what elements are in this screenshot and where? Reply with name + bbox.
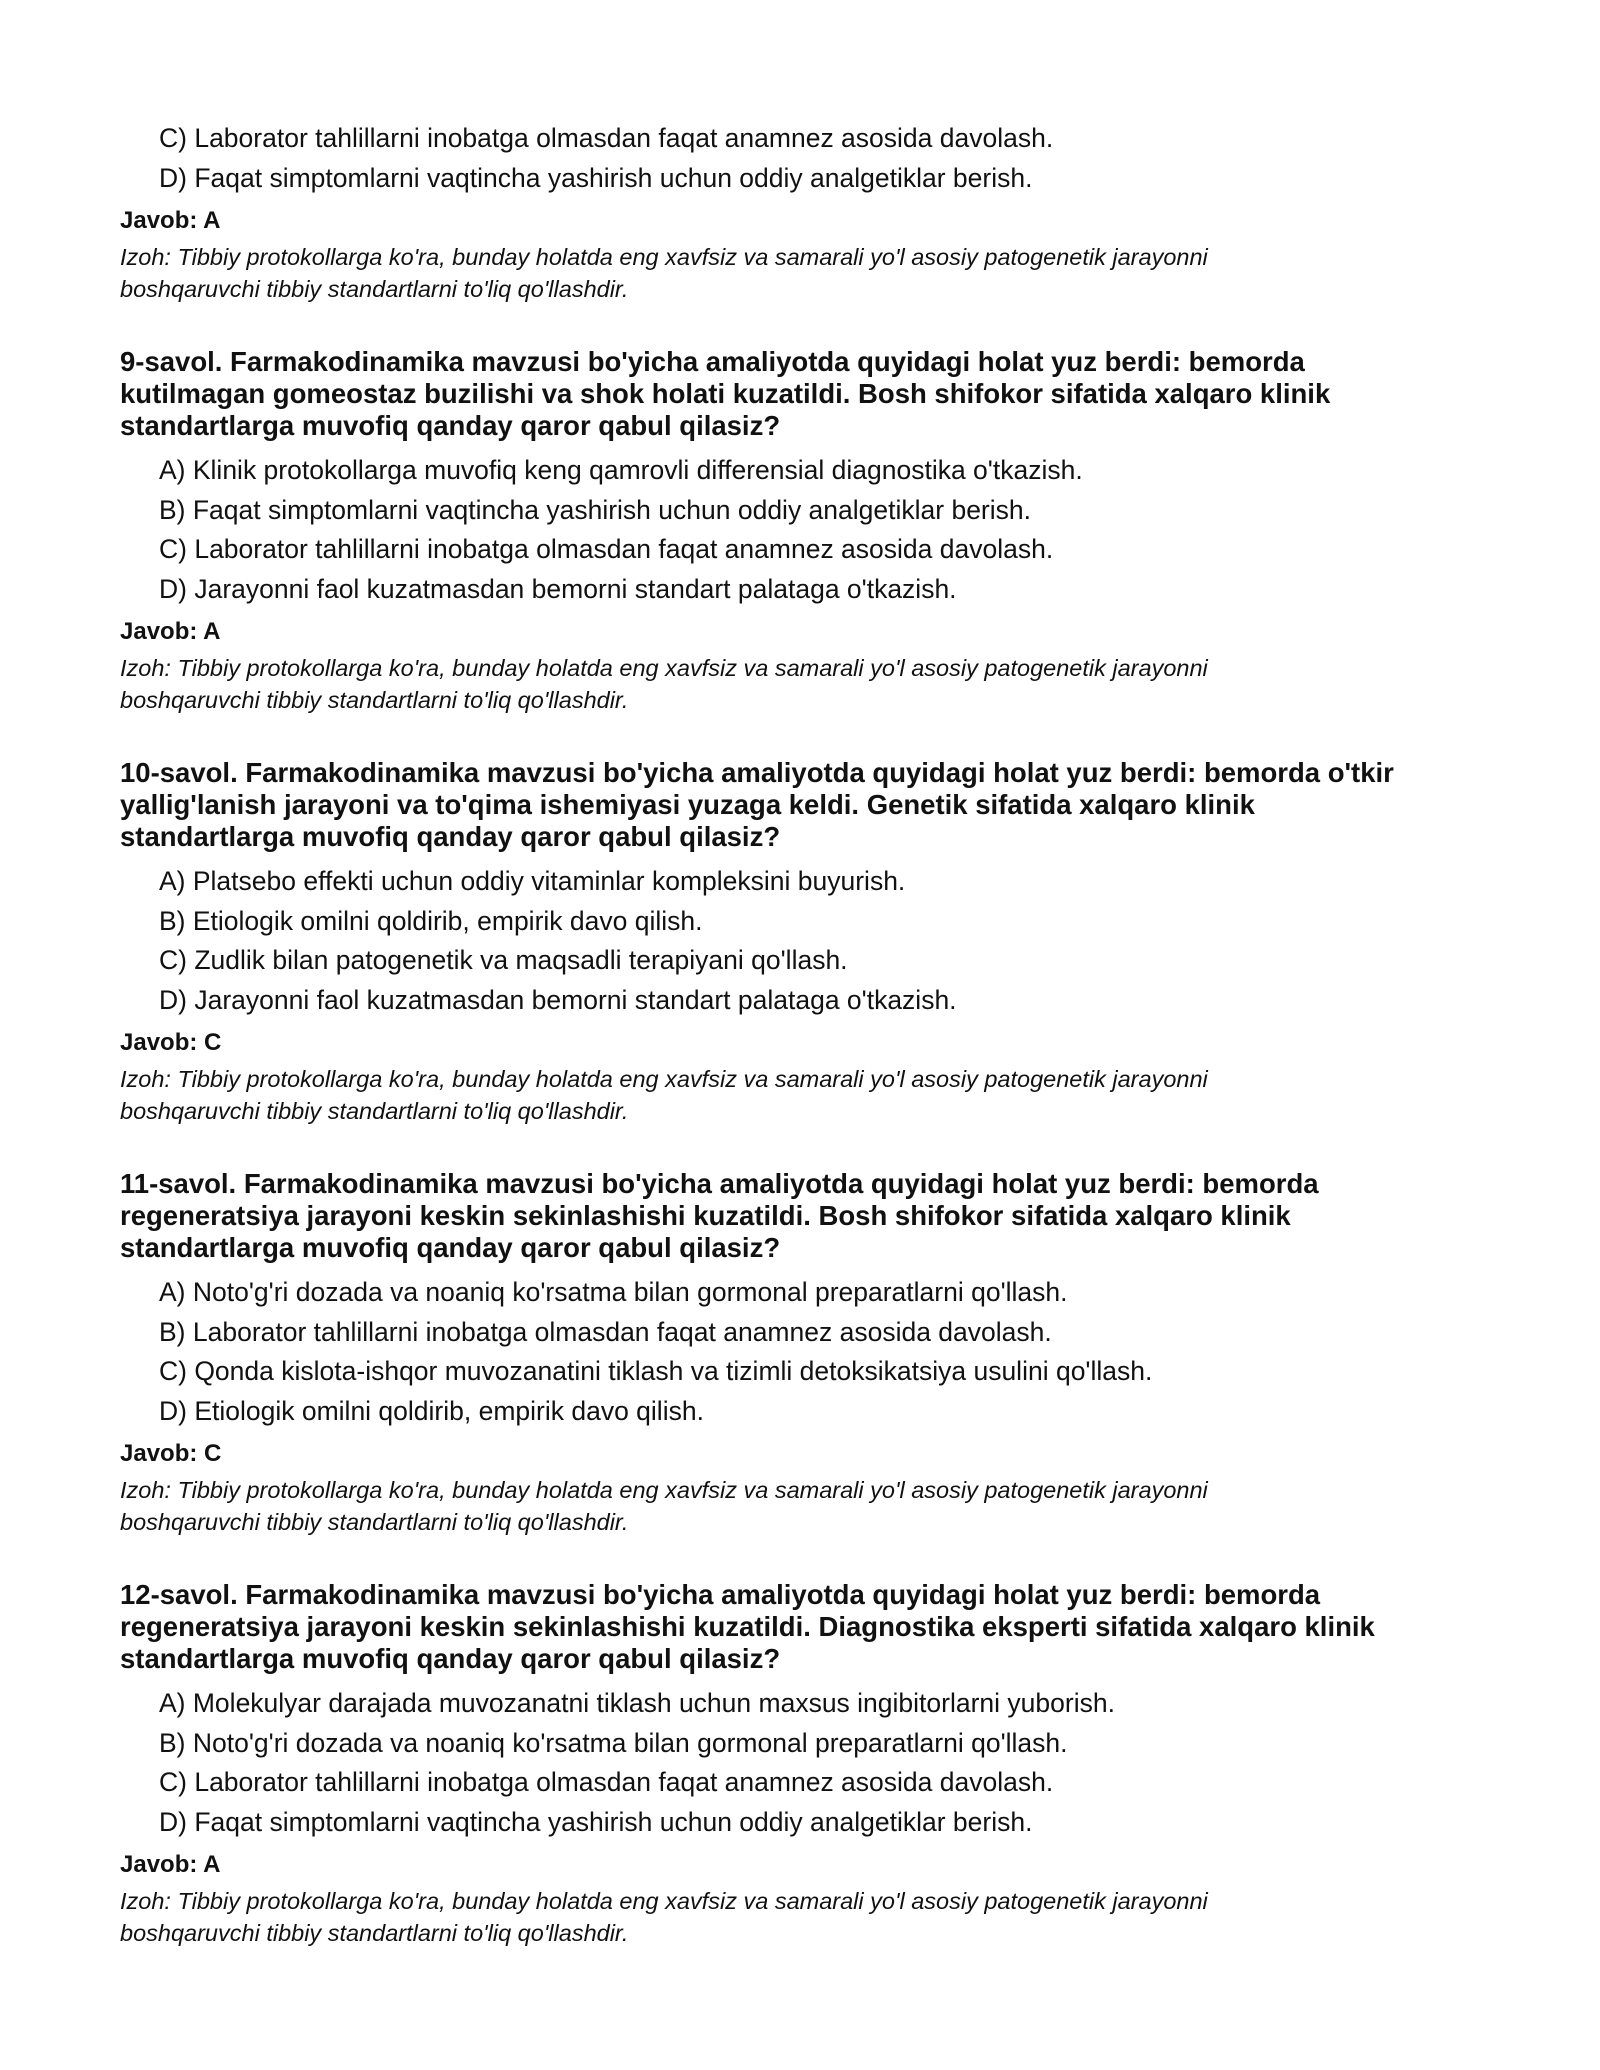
correct-answer: Javob: A [120, 1851, 221, 1878]
answer-option-d: D) Faqat simptomlarni vaqtincha yashirish uchun oddiy analgetiklar berish. [159, 1806, 1033, 1837]
explanation-line: Izoh: Tibbiy protokollarga ko'ra, bunday holatda eng xavfsiz va samarali yo'l asosiy patogenetik jarayonni [120, 655, 1208, 681]
document-page [120, 119, 1480, 1949]
answer-option-d: D) Etiologik omilni qoldirib, empirik davo qilish. [159, 1395, 704, 1426]
answer-option-c: C) Zudlik bilan patogenetik va maqsadli terapiyani qo'llash. [159, 945, 848, 975]
question-block-12 [120, 1579, 1480, 1949]
answer-option-c: C) Laborator tahlillarni inobatga olmasdan faqat anamnez asosida davolash. [159, 534, 1054, 564]
question-line: 10-savol. Farmakodinamika mavzusi bo'yicha amaliyotda quyidagi holat yuz berdi: bemorda o'tkir [120, 757, 1394, 788]
question-line: yallig'lanish jarayoni va to'qima ishemiyasi yuzaga keldi. Genetik sifatida xalqaro klinik [120, 789, 1255, 820]
explanation-line: Izoh: Tibbiy protokollarga ko'ra, bunday holatda eng xavfsiz va samarali yo'l asosiy patogenetik jarayonni [120, 244, 1208, 270]
answer-option-b: B) Etiologik omilni qoldirib, empirik davo qilish. [159, 905, 703, 936]
explanation-line: Izoh: Tibbiy protokollarga ko'ra, bunday holatda eng xavfsiz va samarali yo'l asosiy patogenetik jarayonni [120, 1477, 1208, 1503]
answer-option: C) Laborator tahlillarni inobatga olmasdan faqat anamnez asosida davolash. [159, 123, 1054, 153]
answer-option-b: B) Noto'g'ri dozada va noaniq ko'rsatma bilan gormonal preparatlarni qo'llash. [159, 1727, 1068, 1758]
explanation-note [120, 652, 1480, 716]
answer-option-c: C) Qonda kislota-ishqor muvozanatini tiklash va tizimli detoksikatsiya usulini qo'llash. [159, 1356, 1153, 1386]
question-line: standartlarga muvofiq qanday qaror qabul qilasiz? [120, 1232, 781, 1263]
explanation-line: boshqaruvchi tibbiy standartlarni to'liq qo'llashdir. [120, 1920, 629, 1946]
question-line: standartlarga muvofiq qanday qaror qabul qilasiz? [120, 821, 781, 852]
answer-option-a: A) Klinik protokollarga muvofiq keng qamrovli differensial diagnostika o'tkazish. [159, 455, 1083, 485]
question-line: regeneratsiya jarayoni keskin sekinlashishi kuzatildi. Diagnostika eksperti sifatida xalqaro klinik [120, 1611, 1375, 1642]
question-line: kutilmagan gomeostaz buzilishi va shok holati kuzatildi. Bosh shifokor sifatida xalqaro klinik [120, 378, 1331, 409]
question-line: standartlarga muvofiq qanday qaror qabul qilasiz? [120, 1643, 781, 1674]
explanation-note [120, 1063, 1480, 1127]
question-block-continued [120, 119, 1480, 305]
explanation-line: Izoh: Tibbiy protokollarga ko'ra, bunday holatda eng xavfsiz va samarali yo'l asosiy patogenetik jarayonni [120, 1066, 1208, 1092]
question-text [120, 1168, 1480, 1264]
question-text [120, 1579, 1480, 1675]
answer-option-a: A) Molekulyar darajada muvozanatni tiklash uchun maxsus ingibitorlarni yuborish. [159, 1688, 1115, 1718]
answer-option-b: B) Laborator tahlillarni inobatga olmasdan faqat anamnez asosida davolash. [159, 1316, 1052, 1347]
explanation-line: Izoh: Tibbiy protokollarga ko'ra, bunday holatda eng xavfsiz va samarali yo'l asosiy patogenetik jarayonni [120, 1888, 1208, 1914]
explanation-note [120, 1474, 1480, 1538]
answer-option-a: A) Platsebo effekti uchun oddiy vitaminlar kompleksini buyurish. [159, 866, 906, 896]
answer-option-c: C) Laborator tahlillarni inobatga olmasdan faqat anamnez asosida davolash. [159, 1767, 1054, 1797]
question-line: 12-savol. Farmakodinamika mavzusi bo'yicha amaliyotda quyidagi holat yuz berdi: bemorda [120, 1579, 1321, 1610]
question-block-10 [120, 757, 1480, 1127]
question-block-9 [120, 346, 1480, 716]
answer-option-d: D) Jarayonni faol kuzatmasdan bemorni standart palataga o'tkazish. [159, 573, 957, 604]
correct-answer: Javob: A [120, 618, 221, 645]
question-line: regeneratsiya jarayoni keskin sekinlashishi kuzatildi. Bosh shifokor sifatida xalqaro klinik [120, 1200, 1291, 1231]
explanation-line: boshqaruvchi tibbiy standartlarni to'liq qo'llashdir. [120, 1098, 629, 1124]
correct-answer: Javob: C [120, 1029, 222, 1056]
explanation-note [120, 241, 1480, 305]
explanation-line: boshqaruvchi tibbiy standartlarni to'liq qo'llashdir. [120, 687, 629, 713]
correct-answer: Javob: A [120, 207, 221, 234]
correct-answer: Javob: C [120, 1440, 222, 1467]
question-line: 9-savol. Farmakodinamika mavzusi bo'yicha amaliyotda quyidagi holat yuz berdi: bemorda [120, 346, 1305, 377]
explanation-note [120, 1885, 1480, 1949]
explanation-line: boshqaruvchi tibbiy standartlarni to'liq qo'llashdir. [120, 1509, 629, 1535]
question-line: standartlarga muvofiq qanday qaror qabul qilasiz? [120, 410, 781, 441]
answer-option-b: B) Faqat simptomlarni vaqtincha yashirish uchun oddiy analgetiklar berish. [159, 494, 1031, 525]
answer-option-d: D) Jarayonni faol kuzatmasdan bemorni standart palataga o'tkazish. [159, 984, 957, 1015]
question-line: 11-savol. Farmakodinamika mavzusi bo'yicha amaliyotda quyidagi holat yuz berdi: bemorda [120, 1168, 1319, 1199]
answer-option: D) Faqat simptomlarni vaqtincha yashirish uchun oddiy analgetiklar berish. [159, 162, 1033, 193]
question-block-11 [120, 1168, 1480, 1538]
explanation-line: boshqaruvchi tibbiy standartlarni to'liq qo'llashdir. [120, 276, 629, 302]
answer-option-a: A) Noto'g'ri dozada va noaniq ko'rsatma bilan gormonal preparatlarni qo'llash. [159, 1277, 1068, 1307]
question-text [120, 346, 1480, 442]
question-text [120, 757, 1480, 853]
